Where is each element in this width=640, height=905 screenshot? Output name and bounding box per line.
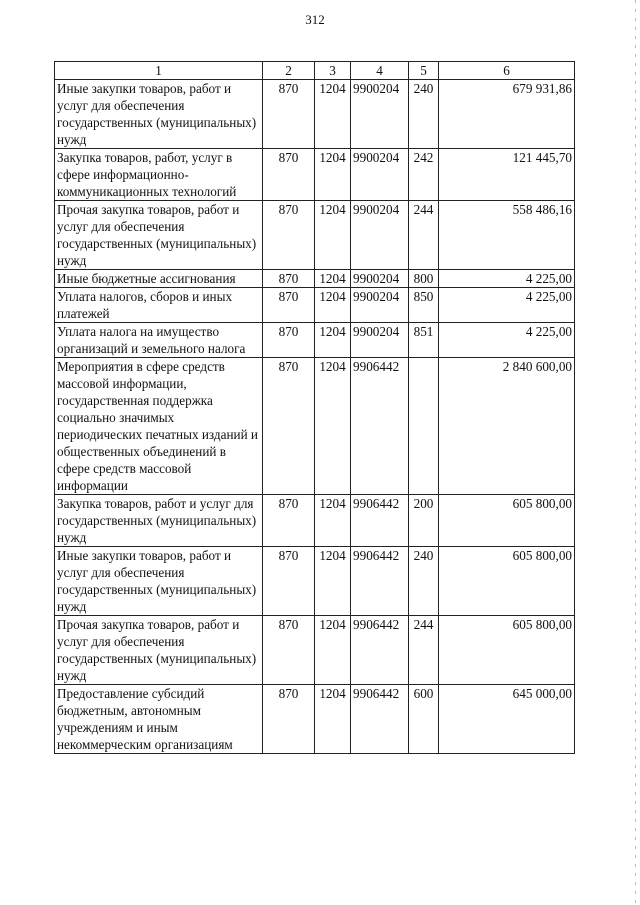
row-name-cell: Предоставление субсидий бюджетным, автономным учреждениям и иным некоммерческим организациям — [55, 685, 263, 754]
table-row — [55, 288, 575, 323]
table-row — [55, 270, 575, 288]
expense-type-cell — [409, 358, 439, 495]
target-article-cell: 9906442 — [351, 495, 409, 547]
section-code-cell: 1204 — [315, 149, 351, 201]
row-name-cell: Мероприятия в сфере средств массовой информации, государственная поддержка социально значимых периодических печатных изданий и общественных объединений в сфере средств массовой информации — [55, 358, 263, 495]
table-row — [55, 547, 575, 616]
table-row — [55, 80, 575, 149]
amount-cell: 605 800,00 — [439, 495, 575, 547]
ministry-code-cell: 870 — [263, 201, 315, 270]
scan-edge-line — [635, 0, 636, 905]
ministry-code-cell: 870 — [263, 270, 315, 288]
amount-cell: 558 486,16 — [439, 201, 575, 270]
header-cell-col4: 4 — [351, 62, 409, 80]
table-body — [55, 80, 575, 754]
ministry-code-cell: 870 — [263, 616, 315, 685]
row-name-cell: Прочая закупка товаров, работ и услуг для обеспечения государственных (муниципальных) нужд — [55, 616, 263, 685]
target-article-cell: 9900204 — [351, 149, 409, 201]
table-row — [55, 685, 575, 754]
section-code-cell: 1204 — [315, 358, 351, 495]
target-article-cell: 9906442 — [351, 685, 409, 754]
row-name-cell: Закупка товаров, работ и услуг для государственных (муниципальных) нужд — [55, 495, 263, 547]
target-article-cell: 9900204 — [351, 323, 409, 358]
budget-table — [54, 61, 575, 754]
ministry-code-cell: 870 — [263, 323, 315, 358]
amount-cell: 605 800,00 — [439, 616, 575, 685]
expense-type-cell: 244 — [409, 616, 439, 685]
table-row — [55, 149, 575, 201]
row-name-cell: Уплата налога на имущество организаций и земельного налога — [55, 323, 263, 358]
section-code-cell: 1204 — [315, 495, 351, 547]
amount-cell: 605 800,00 — [439, 547, 575, 616]
target-article-cell: 9900204 — [351, 270, 409, 288]
section-code-cell: 1204 — [315, 270, 351, 288]
row-name-cell: Иные закупки товаров, работ и услуг для обеспечения государственных (муниципальных) нужд — [55, 547, 263, 616]
page-number: 312 — [305, 12, 325, 27]
header-cell-col3: 3 — [315, 62, 351, 80]
row-name-cell: Иные закупки товаров, работ и услуг для обеспечения государственных (муниципальных) нужд — [55, 80, 263, 149]
amount-cell: 4 225,00 — [439, 323, 575, 358]
expense-type-cell: 240 — [409, 80, 439, 149]
ministry-code-cell: 870 — [263, 685, 315, 754]
target-article-cell: 9900204 — [351, 288, 409, 323]
header-row — [55, 62, 575, 80]
header-cell-col2: 2 — [263, 62, 315, 80]
amount-cell: 645 000,00 — [439, 685, 575, 754]
expense-type-cell: 851 — [409, 323, 439, 358]
ministry-code-cell: 870 — [263, 80, 315, 149]
row-name-cell: Иные бюджетные ассигнования — [55, 270, 263, 288]
target-article-cell: 9906442 — [351, 616, 409, 685]
section-code-cell: 1204 — [315, 616, 351, 685]
section-code-cell: 1204 — [315, 80, 351, 149]
ministry-code-cell: 870 — [263, 149, 315, 201]
ministry-code-cell: 870 — [263, 495, 315, 547]
header-cell-col1: 1 — [55, 62, 263, 80]
row-name-cell: Закупка товаров, работ, услуг в сфере информационно-коммуникационных технологий — [55, 149, 263, 201]
table-row — [55, 616, 575, 685]
expense-type-cell: 850 — [409, 288, 439, 323]
expense-type-cell: 244 — [409, 201, 439, 270]
ministry-code-cell: 870 — [263, 547, 315, 616]
section-code-cell: 1204 — [315, 685, 351, 754]
expense-type-cell: 240 — [409, 547, 439, 616]
expense-type-cell: 600 — [409, 685, 439, 754]
amount-cell: 2 840 600,00 — [439, 358, 575, 495]
section-code-cell: 1204 — [315, 201, 351, 270]
section-code-cell: 1204 — [315, 547, 351, 616]
header-cell-col6: 6 — [439, 62, 575, 80]
target-article-cell: 9906442 — [351, 547, 409, 616]
target-article-cell: 9900204 — [351, 201, 409, 270]
amount-cell: 679 931,86 — [439, 80, 575, 149]
amount-cell: 121 445,70 — [439, 149, 575, 201]
amount-cell: 4 225,00 — [439, 288, 575, 323]
amount-cell: 4 225,00 — [439, 270, 575, 288]
expense-type-cell: 242 — [409, 149, 439, 201]
target-article-cell: 9900204 — [351, 80, 409, 149]
section-code-cell: 1204 — [315, 288, 351, 323]
table-row — [55, 323, 575, 358]
target-article-cell: 9906442 — [351, 358, 409, 495]
ministry-code-cell: 870 — [263, 358, 315, 495]
header-cell-col5: 5 — [409, 62, 439, 80]
ministry-code-cell: 870 — [263, 288, 315, 323]
table-row — [55, 358, 575, 495]
row-name-cell: Уплата налогов, сборов и иных платежей — [55, 288, 263, 323]
table-row — [55, 495, 575, 547]
row-name-cell: Прочая закупка товаров, работ и услуг для обеспечения государственных (муниципальных) нужд — [55, 201, 263, 270]
expense-type-cell: 800 — [409, 270, 439, 288]
section-code-cell: 1204 — [315, 323, 351, 358]
expense-type-cell: 200 — [409, 495, 439, 547]
table-row — [55, 201, 575, 270]
